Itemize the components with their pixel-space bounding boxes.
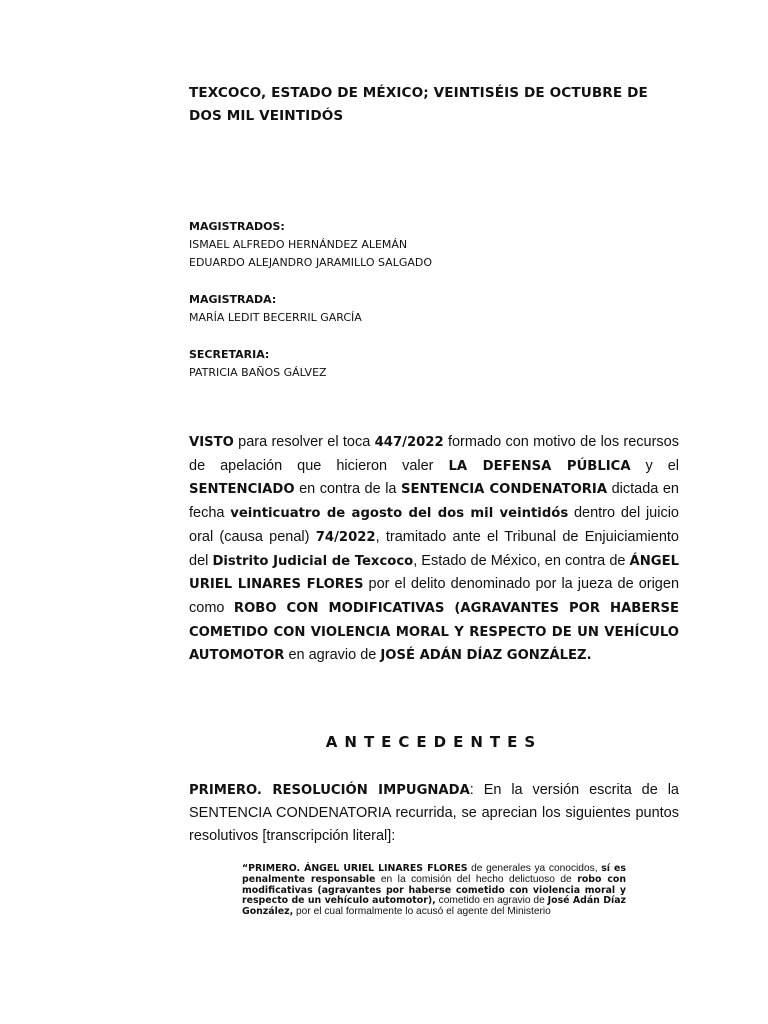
text-run: cometido en agravio de (435, 895, 548, 907)
magistrado-name: ISMAEL ALFREDO HERNÁNDEZ ALEMÁN (189, 238, 408, 251)
text-run: de generales ya conocidos, (467, 863, 602, 874)
secretaria-name: PATRICIA BAÑOS GÁLVEZ (189, 366, 327, 379)
bold-run: ROBO CON MODIFICATIVAS (AGRAVANTES POR HABERSE COMETIDO CON VIOLENCIA MORAL Y RESPECTO DE UN VEHÍCULO AUTOMOTOR (189, 600, 679, 664)
bold-run: SENTENCIA CONDENATORIA (401, 482, 608, 498)
text-run: dictada en fecha (189, 481, 679, 522)
magistrados-block (189, 218, 432, 272)
bold-run: ÁNGEL URIEL LINARES FLORES (189, 553, 680, 593)
visto-paragraph (189, 431, 679, 668)
magistrados-label: MAGISTRADOS: (189, 220, 285, 233)
secretaria-block (189, 346, 327, 382)
text-run: en agravio de (284, 647, 381, 664)
bold-run: SENTENCIADO (189, 482, 295, 498)
magistrada-block (189, 291, 362, 327)
bold-run: José Adán Díaz González, (242, 895, 626, 918)
bold-run: sí es penalmente responsable (242, 863, 626, 885)
text-run: , tramitado ante el Tribunal de Enjuiciamiento del (189, 528, 679, 569)
secretaria-label: SECRETARIA: (189, 348, 270, 361)
bold-run: “PRIMERO. ÁNGEL URIEL LINARES FLORES (242, 863, 468, 874)
text-run: formado con motivo de los recursos de apelación que hicieron valer (189, 434, 679, 474)
text-run: en la comisión del hecho delictuoso de (375, 873, 578, 885)
document-heading: TEXCOCO, ESTADO DE MÉXICO; VEINTISÉIS DE OCTUBRE DE DOS MIL VEINTIDÓS (189, 85, 648, 124)
text-run: , Estado de México, en contra de (413, 552, 630, 569)
bold-run: robo con modificativas (agravantes por haberse cometido con violencia moral y respecto de un vehículo automotor), (242, 873, 626, 907)
magistrada-name: MARÍA LEDIT BECERRIL GARCÍA (189, 311, 362, 324)
visto-keyword: VISTO (189, 435, 234, 450)
bold-run: LA DEFENSA PÚBLICA (448, 458, 631, 474)
magistrado-name: EDUARDO ALEJANDRO JARAMILLO SALGADO (189, 256, 433, 269)
bold-run: JOSÉ ADÁN DÍAZ GONZÁLEZ. (380, 648, 592, 664)
text-run: por el delito denominado por la jueza de origen como (189, 576, 680, 616)
toca-number: 447/2022 (374, 435, 444, 450)
text-run: dentro del juicio oral (causa penal) (189, 505, 680, 545)
text-run: por el cual formalmente lo acusó el agente del Ministerio (293, 906, 551, 918)
causa-number: 74/2022 (315, 529, 376, 545)
text-run: para resolver el toca (233, 434, 375, 450)
bold-run: veinticuatro de agosto del dos mil veintidós (230, 506, 569, 522)
magistrada-label: MAGISTRADA: (189, 293, 277, 306)
text-run: y el (630, 457, 680, 474)
bold-run: Distrito Judicial de Texcoco (212, 553, 414, 569)
primero-paragraph (189, 779, 679, 848)
primero-label: PRIMERO. RESOLUCIÓN IMPUGNADA (189, 783, 470, 798)
quoted-resolution (242, 864, 626, 918)
antecedentes-title: ANTECEDENTES (325, 733, 543, 751)
text-run: en contra de la (294, 481, 402, 498)
text-run: : En la versión escrita de la SENTENCIA CONDENATORIA recurrida, se aprecian los siguientes puntos resolutivos [transcripción literal]: (189, 782, 679, 844)
